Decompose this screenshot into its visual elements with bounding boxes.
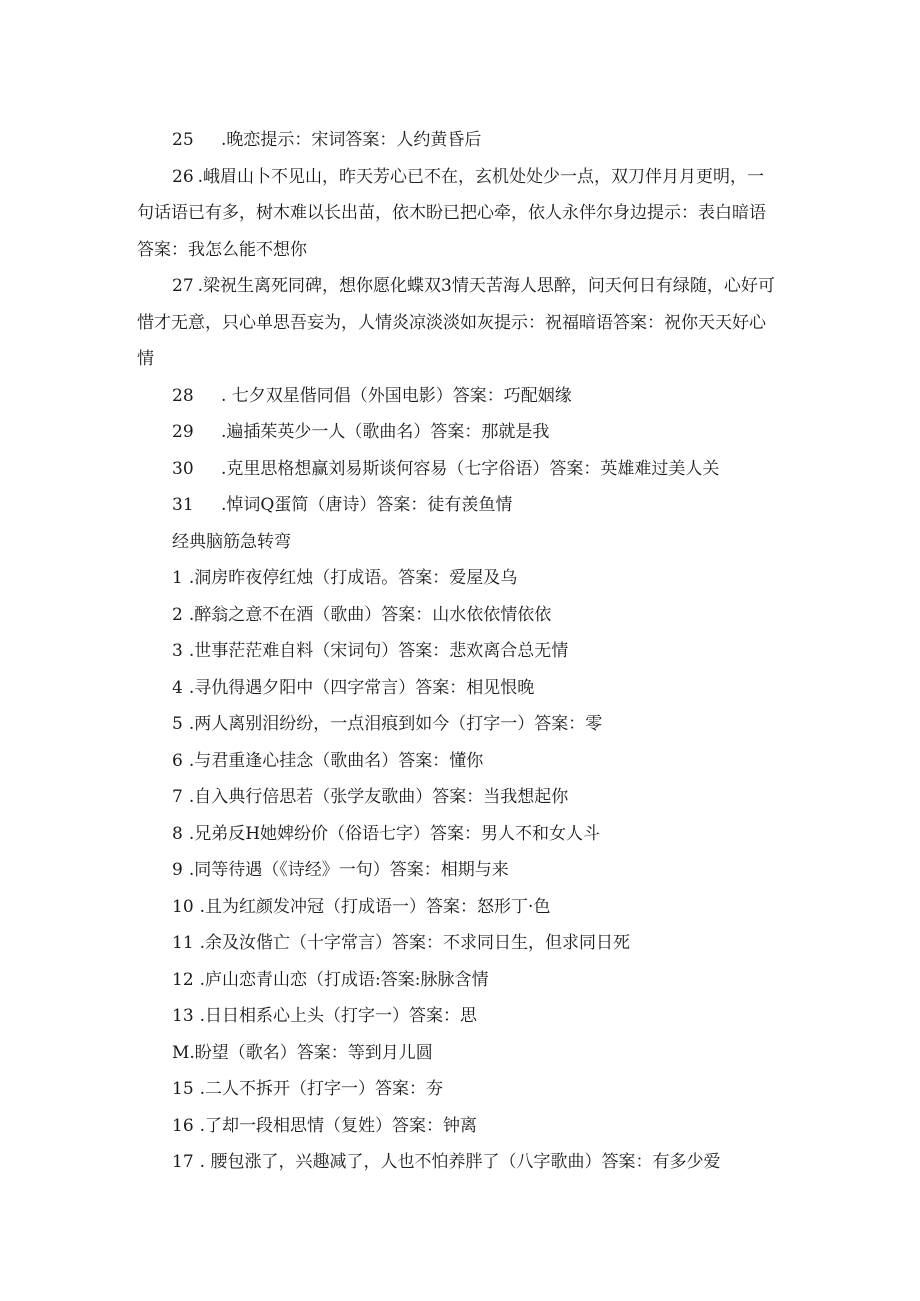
item-text: .世事茫茫难自料（宋词句）答案：悲欢离合总无情 xyxy=(188,641,569,661)
item-text: .余及汝偕亡（十字常言）答案：不求同日生，但求同日死 xyxy=(199,933,631,953)
list-item xyxy=(137,1144,777,1181)
item-text: .了却一段相思情（复姓）答案：钟离 xyxy=(199,1115,478,1136)
item-number: 25 xyxy=(172,130,194,150)
item-text: .晚恋提示：宋词答案：人约黄昏后 xyxy=(221,130,482,150)
item-number xyxy=(137,1035,172,1072)
item-text: .与君重逢心挂念（歌曲名）答案：懂你 xyxy=(188,750,484,771)
item-number: 15 xyxy=(172,1079,194,1099)
item-number: 9 xyxy=(172,860,183,880)
list-item xyxy=(137,633,777,670)
item-text: .日日相系心上头（打字一）答案：思 xyxy=(199,1006,478,1026)
item-number: 1 xyxy=(172,568,183,588)
list-item xyxy=(137,1108,777,1145)
list-item xyxy=(137,889,777,926)
item-number: 31 xyxy=(172,495,194,515)
item-text: .同等待遇（《诗经》一句）答案：相期与来 xyxy=(188,860,509,880)
item-number: 29 xyxy=(172,422,194,442)
item-number: 8 xyxy=(172,823,183,844)
item-text: .兄弟反H她婢纷价（俗语七字）答案：男人不和女人斗 xyxy=(188,823,601,844)
item-number: 17 xyxy=(172,1152,194,1172)
item-text: . 腰包涨了，兴趣减了，人也不怕养胖了（八字歌曲）答案：有多少爱 xyxy=(199,1152,721,1172)
item-text: . 七夕双星偕同倡（外国电影）答案：巧配姻缘 xyxy=(221,385,572,406)
item-number: 13 xyxy=(172,1006,194,1026)
item-text: .自入典行倍思若（张学友歌曲）答案：当我想起你 xyxy=(188,787,569,807)
item-number: 26 xyxy=(172,166,194,187)
item-text: M.盼望（歌名）答案：等到月儿圆 xyxy=(172,1042,433,1063)
riddle-item-31 xyxy=(137,487,777,524)
item-number: 2 xyxy=(172,604,183,625)
item-number: 7 xyxy=(172,787,183,807)
riddle-item-28 xyxy=(137,378,777,415)
list-item xyxy=(137,852,777,889)
item-number: 12 xyxy=(172,969,194,990)
item-number: 16 xyxy=(172,1115,194,1136)
list-item xyxy=(137,743,777,780)
item-text: .寻仇得遇夕阳中（四字常言）答案：相见恨晚 xyxy=(188,677,535,698)
list-item xyxy=(137,779,777,816)
item-text: .二人不拆开（打字一）答案：夯 xyxy=(199,1079,444,1099)
list-item xyxy=(137,962,777,999)
riddle-item-27 xyxy=(137,268,777,378)
item-text: .悼词Q蛋简（唐诗）答案：徒有羡鱼情 xyxy=(221,495,513,515)
item-text: .洞房昨夜停红烛（打成语。答案：爱屋及乌 xyxy=(188,568,518,588)
list-item xyxy=(137,597,777,634)
list-item xyxy=(137,925,777,962)
riddle-item-29 xyxy=(137,414,777,451)
item-text: .峨眉山卜不见山，昨天芳心已不在，玄机处处少一点，双刀伴月月更明，一句话语已有多，树木难以长出苗，依木盼已把心牵，依人永伴尔身边提示：表白暗语答案：我怎么能不想你 xyxy=(137,166,766,260)
list-item xyxy=(137,560,777,597)
item-number: 4 xyxy=(172,677,183,698)
document-body xyxy=(137,122,777,1181)
item-text: .醉翁之意不在酒（歌曲）答案：山水依依情依依 xyxy=(188,604,552,625)
item-number: 5 xyxy=(172,714,183,734)
item-text: .克里思格想赢刘易斯谈何容易（七字俗语）答案：英雄难过美人关 xyxy=(221,458,720,479)
item-number: 11 xyxy=(172,933,194,953)
list-item xyxy=(137,816,777,853)
riddle-item-25 xyxy=(137,122,777,159)
item-text: .梁祝生离死同碑，想你愿化蝶双3情天苦海人思醉，问天何日有绿随，心好可惜才无意，只心单思吾妄为，人情炎凉淡淡如灰提示：祝福暗语答案：祝你天天好心情 xyxy=(137,276,775,369)
list-item xyxy=(137,1071,777,1108)
item-number: 30 xyxy=(172,458,194,479)
list-item xyxy=(137,1035,777,1072)
list-item xyxy=(137,706,777,743)
item-text: .遍插茱英少一人（歌曲名）答案：那就是我 xyxy=(221,422,550,442)
item-number: 10 xyxy=(172,896,194,917)
list-item xyxy=(137,670,777,707)
item-number: 6 xyxy=(172,750,183,771)
riddle-item-26 xyxy=(137,159,777,269)
item-number: 27 xyxy=(172,276,194,296)
item-text: .两人离别泪纷纷，一点泪痕到如今（打字一）答案：零 xyxy=(188,714,603,734)
item-text: .庐山恋青山恋（打成语:答案:脉脉含情 xyxy=(199,969,489,990)
item-number: 3 xyxy=(172,641,183,661)
riddle-item-30 xyxy=(137,451,777,488)
section-heading: 经典脑筋急转弯 xyxy=(172,531,291,552)
item-number: 28 xyxy=(172,385,194,406)
item-text: .且为红颜发冲冠（打成语一）答案：怒形丁·色 xyxy=(199,896,551,917)
list-item xyxy=(137,998,777,1035)
